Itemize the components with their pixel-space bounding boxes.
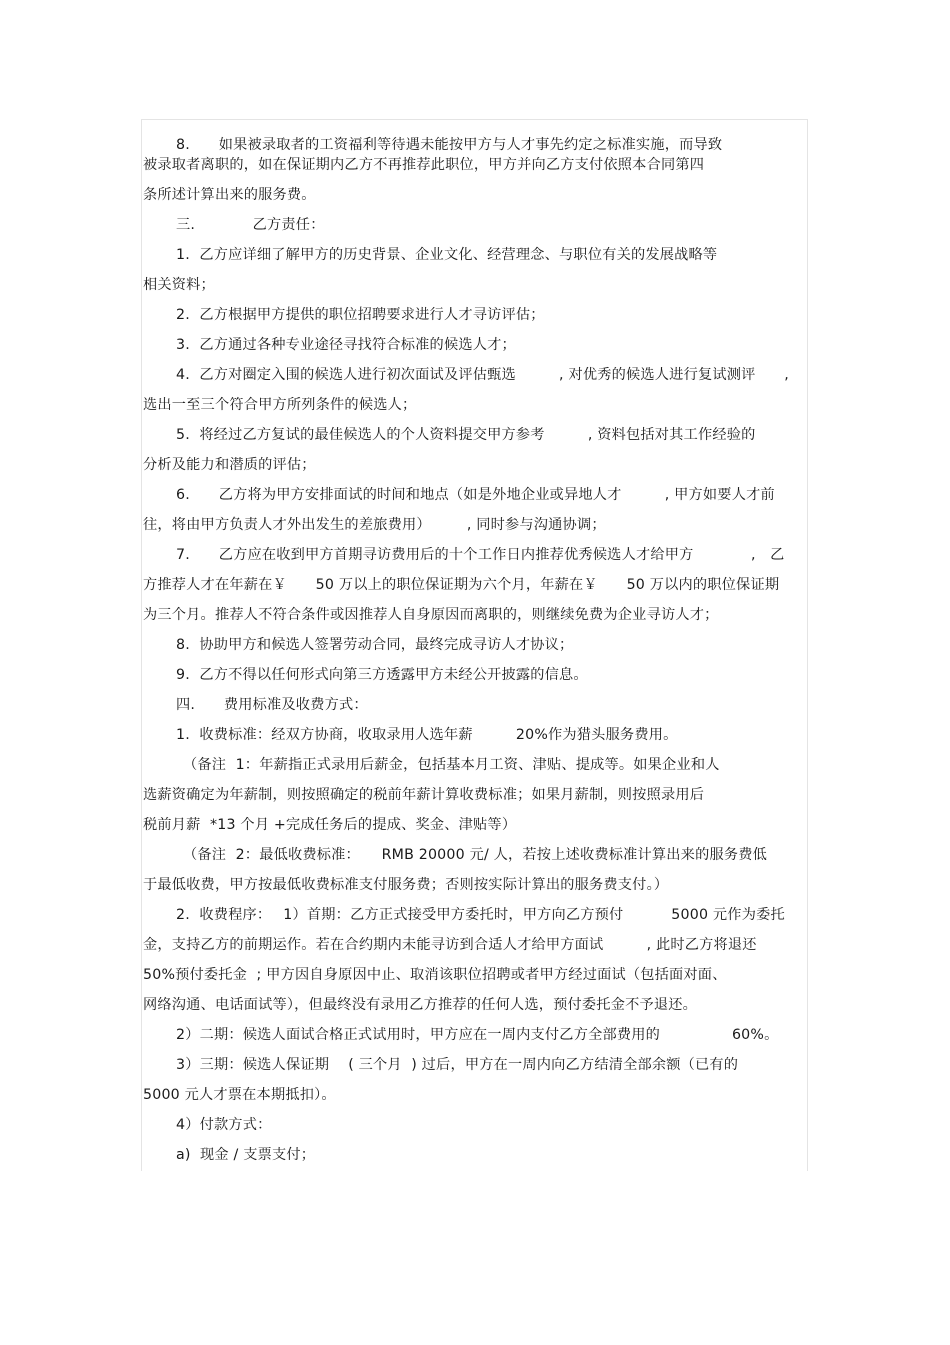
- text-line: 5000 元人才票在本期抵扣）。: [143, 1087, 336, 1103]
- text-line: 9. 乙方不得以任何形式向第三方透露甲方未经公开披露的信息。: [176, 667, 588, 683]
- text-line: 8. 协助甲方和候选人签署劳动合同，最终完成寻访人才协议；: [176, 637, 574, 653]
- text-line: 往，将由甲方负责人才外出发生的差旅费用） , 同时参与沟通协调；: [143, 517, 606, 533]
- text-line: 条所述计算出来的服务费。: [143, 187, 316, 203]
- text-line: 6. 乙方将为甲方安排面试的时间和地点（如是外地企业或异地人才 , 甲方如要人才前: [176, 487, 775, 503]
- section-heading: 四. 费用标准及收费方式：: [176, 697, 368, 713]
- text-line: 4. 乙方对圈定入围的候选人进行初次面试及评估甄选 , 对优秀的候选人进行复试测评 ,: [176, 367, 789, 383]
- text-line: 5. 将经过乙方复试的最佳候选人的个人资料提交甲方参考 , 资料包括对其工作经验的: [176, 427, 756, 443]
- text-line: 2. 乙方根据甲方提供的职位招聘要求进行人才寻访评估；: [176, 307, 545, 323]
- text-line: 网络沟通、电话面试等），但最终没有录用乙方推荐的任何人选，预付委托金不予退还。: [143, 997, 698, 1013]
- text-line: 1. 乙方应详细了解甲方的历史背景、企业文化、经营理念、与职位有关的发展战略等: [176, 247, 718, 263]
- text-line: 3. 乙方通过各种专业途径寻找符合标准的候选人才；: [176, 337, 516, 353]
- text-line: 1. 收费标准：经双方协商，收取录用人选年薪 20%作为猎头服务费用。: [176, 727, 678, 743]
- text-line: 方推荐人才在年薪在￥ 50 万以上的职位保证期为六个月，年薪在￥ 50 万以内的职位保证期: [143, 577, 780, 593]
- text-line: a) 现金 / 支票支付；: [176, 1147, 316, 1163]
- text-line: 相关资料；: [143, 277, 215, 293]
- text-line: 8. 如果被录取者的工资福利等待遇未能按甲方与人才事先约定之标准实施，而导致: [176, 137, 723, 153]
- text-line: 金，支持乙方的前期运作。若在合约期内未能寻访到合适人才给甲方面试 , 此时乙方将退还: [143, 937, 757, 953]
- text-line: 税前月薪 *13 个月 +完成任务后的提成、奖金、津贴等）: [143, 817, 517, 833]
- text-line: 于最低收费，甲方按最低收费标准支付服务费；否则按实际计算出的服务费支付。）: [143, 877, 669, 893]
- text-line: 50%预付委托金 ; 甲方因自身原因中止、取消该职位招聘或者甲方经过面试（包括面对面、: [143, 967, 727, 983]
- text-line: 2. 收费程序： 1）首期：乙方正式接受甲方委托时，甲方向乙方预付 5000 元作为委托: [176, 907, 785, 923]
- text-line: 7. 乙方应在收到甲方首期寻访费用后的十个工作日内推荐优秀候选人才给甲方 , 乙: [176, 547, 785, 563]
- text-line: 2）二期：候选人面试合格正式试用时，甲方应在一周内支付乙方全部费用的 60%。: [176, 1027, 779, 1043]
- section-heading: 三. 乙方责任：: [176, 217, 325, 233]
- text-line: 选出一至三个符合甲方所列条件的候选人；: [143, 397, 417, 413]
- text-line: 被录取者离职的，如在保证期内乙方不再推荐此职位，甲方并向乙方支付依照本合同第四: [143, 157, 705, 173]
- text-line: 选薪资确定为年薪制，则按照确定的税前年薪计算收费标准；如果月薪制，则按照录用后: [143, 787, 705, 803]
- text-line: 4）付款方式：: [176, 1117, 272, 1133]
- text-line: 3）三期：候选人保证期 ( 三个月 ) 过后，甲方在一周内向乙方结清全部余额（已有的: [176, 1057, 739, 1073]
- text-line: 分析及能力和潜质的评估；: [143, 457, 316, 473]
- text-line: 为三个月。推荐人不符合条件或因推荐人自身原因而离职的，则继续免费为企业寻访人才；: [143, 607, 719, 623]
- text-line: （备注 2：最低收费标准： RMB 20000 元/ 人，若按上述收费标准计算出来的服务费低: [183, 847, 768, 863]
- text-line: （备注 1：年薪指正式录用后薪金，包括基本月工资、津贴、提成等。如果企业和人: [183, 757, 720, 773]
